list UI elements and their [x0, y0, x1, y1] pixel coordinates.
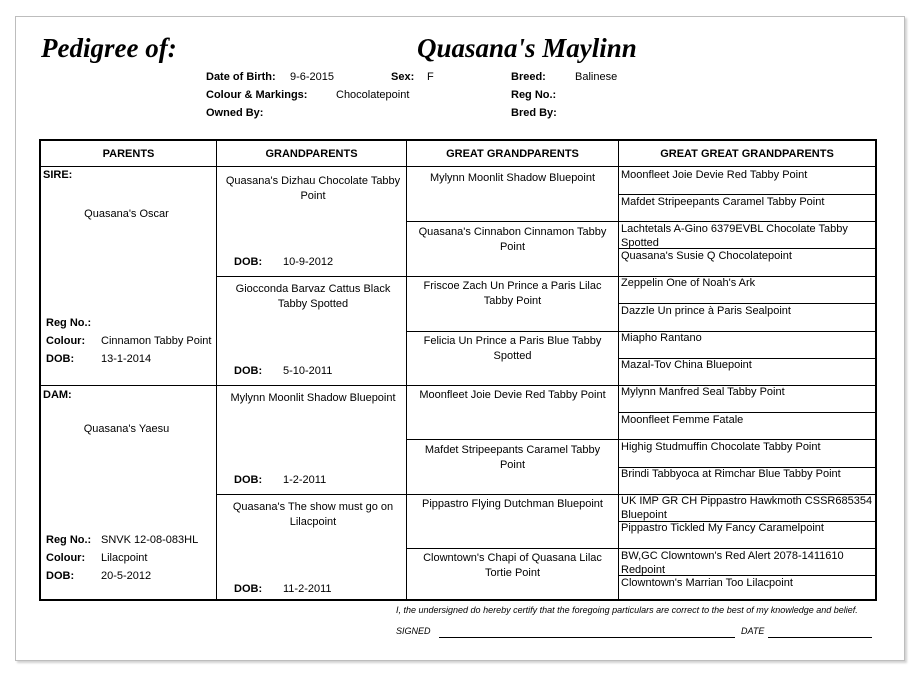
great-grandparent-name: Mylynn Moonlit Shadow Bluepoint — [429, 172, 596, 184]
certification-statement: I, the undersigned do hereby certify that the foregoing particulars are correct to the best of my knowledge and belief. — [396, 605, 858, 615]
header-divider — [41, 166, 875, 167]
sire-reg-label: Reg No.: — [46, 317, 92, 329]
grandparent-dob-label: DOB: — [234, 583, 263, 595]
great-great-grandparent-name: Mazal-Tov China Bluepoint — [621, 359, 752, 371]
date-label: DATE — [741, 626, 765, 636]
column-divider — [216, 141, 217, 599]
signed-label: SIGNED — [396, 626, 431, 636]
grandparent-dob-value: 5-10-2011 — [283, 365, 333, 377]
great-great-grandparent-name: Zeppelin One of Noah's Ark — [621, 277, 756, 289]
grandparent-dob-value: 11-2-2011 — [283, 583, 332, 595]
dob-label: Date of Birth: — [206, 71, 276, 83]
grandparent-dob-label: DOB: — [234, 474, 263, 486]
pedigree-title-label: Pedigree of: — [41, 33, 177, 63]
sire-dob-label: DOB: — [46, 353, 75, 365]
dam-reg-value: SNVK 12-08-083HL — [101, 534, 199, 546]
great-grandparent-name: Clowntown's Chapi of Quasana Lilac Tortie Point — [423, 552, 602, 579]
sire-colour-value: Cinnamon Tabby Point — [101, 335, 212, 347]
cat-name-title: Quasana's Maylinn — [417, 33, 637, 63]
great-great-grandparent-name: UK IMP GR CH Pippastro Hawkmoth CSSR685354 Bluepoint — [621, 495, 873, 521]
pedigree-table — [39, 139, 877, 601]
grandparent-name: Quasana's The show must go on Lilacpoint — [232, 501, 394, 528]
sire-dob-value: 13-1-2014 — [101, 353, 152, 365]
grandparent-name: Quasana's Dizhau Chocolate Tabby Point — [225, 175, 401, 202]
great-great-grandparent-name: Clowntown's Marrian Too Lilacpoint — [621, 577, 793, 589]
column-divider — [618, 141, 619, 599]
great-great-grandparent-name: Lachtetals A-Gino 6379EVBL Chocolate Tabby Spotted — [621, 223, 848, 249]
column-header-great-great-grandparents: GREAT GREAT GRANDPARENTS — [660, 148, 834, 160]
dam-colour-value: Lilacpoint — [101, 552, 148, 564]
dam-name: Quasana's Yaesu — [83, 423, 170, 435]
great-great-grandparent-name: Moonfleet Femme Fatale — [621, 414, 744, 426]
great-great-grandparent-name: Mylynn Manfred Seal Tabby Point — [621, 386, 785, 398]
great-great-grandparent-name: Moonfleet Joie Devie Red Tabby Point — [621, 169, 808, 181]
date-line[interactable] — [768, 637, 872, 638]
great-grandparent-name: Felicia Un Prince a Paris Blue Tabby Spotted — [423, 335, 602, 362]
great-great-grandparent-name: Highig Studmuffin Chocolate Tabby Point — [621, 441, 821, 453]
grandparent-dob-value: 1-2-2011 — [283, 474, 327, 486]
grandparent-dob-label: DOB: — [234, 256, 263, 268]
great-great-grandparent-name: Quasana's Susie Q Chocolatepoint — [621, 250, 792, 262]
sex-value: F — [427, 71, 434, 83]
grandparent-dob-value: 10-9-2012 — [283, 256, 334, 268]
sire-name: Quasana's Oscar — [84, 208, 169, 220]
great-grandparent-name: Quasana's Cinnabon Cinnamon Tabby Point — [418, 226, 607, 253]
great-great-grandparent-name: Pippastro Tickled My Fancy Caramelpoint — [621, 522, 824, 534]
grandparent-dob-label: DOB: — [234, 365, 263, 377]
colour-markings-label: Colour & Markings: — [206, 89, 308, 101]
sire-colour-label: Colour: — [46, 335, 86, 347]
breed-value: Balinese — [575, 71, 618, 83]
dam-colour-label: Colour: — [46, 552, 86, 564]
great-great-grandparent-name: BW,GC Clowntown's Red Alert 2078-1411610 Redpoint — [621, 550, 844, 576]
great-great-grandparent-name: Dazzle Un prince à Paris Sealpoint — [621, 305, 791, 317]
signature-line[interactable] — [439, 637, 735, 638]
reg-no-label: Reg No.: — [511, 89, 557, 101]
great-grandparent-name: Friscoe Zach Un Prince a Paris Lilac Tabby Point — [423, 280, 602, 307]
column-header-parents: PARENTS — [102, 148, 155, 160]
great-great-grandparent-name: Mafdet Stripeepants Caramel Tabby Point — [621, 196, 825, 208]
great-grandparent-name: Moonfleet Joie Devie Red Tabby Point — [419, 389, 606, 401]
owned-by-label: Owned By: — [206, 107, 264, 119]
sire-heading: SIRE: — [43, 169, 73, 181]
dam-dob-label: DOB: — [46, 570, 75, 582]
grandparent-name: Giocconda Barvaz Cattus Black Tabby Spotted — [235, 283, 391, 310]
dam-heading: DAM: — [43, 389, 72, 401]
great-great-grandparent-name: Brindi Tabbyoca at Rimchar Blue Tabby Point — [621, 468, 841, 480]
dam-reg-label: Reg No.: — [46, 534, 92, 546]
colour-markings-value: Chocolatepoint — [336, 89, 410, 101]
dob-value: 9-6-2015 — [290, 71, 335, 83]
column-header-grandparents: GRANDPARENTS — [265, 148, 358, 160]
grandparent-name: Mylynn Moonlit Shadow Bluepoint — [230, 392, 396, 404]
column-header-great-grandparents: GREAT GRANDPARENTS — [446, 148, 579, 160]
great-great-grandparent-name: Miapho Rantano — [621, 332, 702, 344]
breed-label: Breed: — [511, 71, 546, 83]
great-grandparent-name: Pippastro Flying Dutchman Bluepoint — [422, 498, 603, 510]
column-divider — [406, 141, 407, 599]
dam-dob-value: 20-5-2012 — [101, 570, 152, 582]
great-grandparent-name: Mafdet Stripeepants Caramel Tabby Point — [424, 444, 601, 471]
bred-by-label: Bred By: — [511, 107, 557, 119]
sex-label: Sex: — [391, 71, 415, 83]
